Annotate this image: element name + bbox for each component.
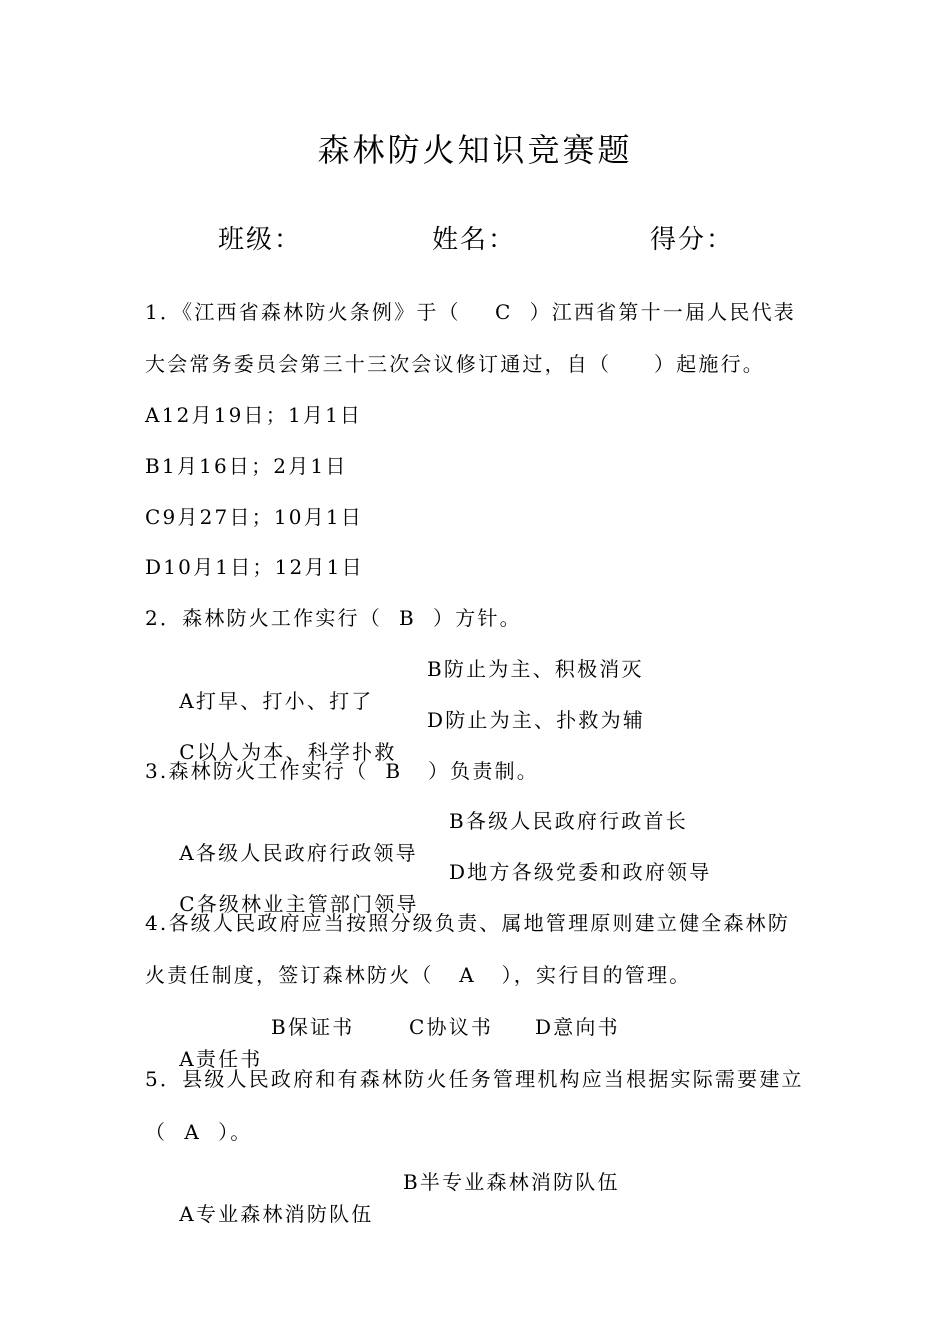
question-3-option-b: B各级人民政府行政首长: [449, 809, 688, 833]
question-1-stem-line-1: 1．《江西省森林防火条例》于（ C ）江西省第十一届人民代表: [145, 300, 796, 324]
question-4-option-d: D意向书: [535, 1015, 620, 1039]
question-4-stem-line-2: 火责任制度，签订森林防火（ A ），实行目的管理。: [145, 963, 692, 987]
class-label: 班级：: [218, 225, 303, 255]
question-1-option-b: B1月16日；2月1日: [145, 454, 348, 478]
question-3-option-c: C各级林业主管部门领导: [179, 892, 419, 916]
name-label: 姓名：: [432, 225, 517, 255]
question-3-option-d: D地方各级党委和政府领导: [449, 860, 712, 884]
question-1-option-c: C9月27日；10月1日: [145, 505, 364, 529]
question-2-option-c: C以人为本、科学扑救: [179, 740, 397, 764]
question-3-stem: 3.森林防火工作实行（ B ）负责制。: [145, 759, 539, 783]
question-5-option-b: B半专业森林消防队伍: [403, 1170, 620, 1194]
question-5-stem-line-1: 5．县级人民政府和有森林防火任务管理机构应当根据实际需要建立: [145, 1067, 804, 1091]
question-5-options-row: [145, 1166, 620, 1294]
document-title: 森林防火知识竞赛题: [317, 131, 633, 169]
question-4-stem-line-1: 4.各级人民政府应当按照分级负责、属地管理原则建立健全森林防: [145, 911, 791, 935]
question-1-option-a: A12月19日；1月1日: [145, 403, 363, 427]
question-2-stem: 2．森林防火工作实行（ B ）方针。: [145, 606, 522, 630]
question-2-option-a: A打早、打小、打了: [179, 689, 374, 713]
question-5-option-a: A专业森林消防队伍: [179, 1202, 374, 1226]
question-4-option-c: C协议书: [409, 1015, 494, 1039]
question-2-option-b: B防止为主、积极消灭: [427, 657, 644, 681]
question-5-stem-line-2: （ A ）。: [145, 1120, 253, 1144]
question-1-stem-line-2: 大会常务委员会第三十三次会议修订通过，自（ ）起施行。: [145, 352, 765, 376]
question-4-option-b: B保证书: [271, 1015, 355, 1039]
question-4-option-a: A责任书: [179, 1047, 263, 1071]
question-3-option-a: A各级人民政府行政领导: [179, 841, 418, 865]
score-label: 得分：: [650, 225, 735, 255]
question-2-option-d: D防止为主、扑救为辅: [427, 708, 646, 732]
question-1-option-d: D10月1日；12月1日: [145, 555, 364, 579]
